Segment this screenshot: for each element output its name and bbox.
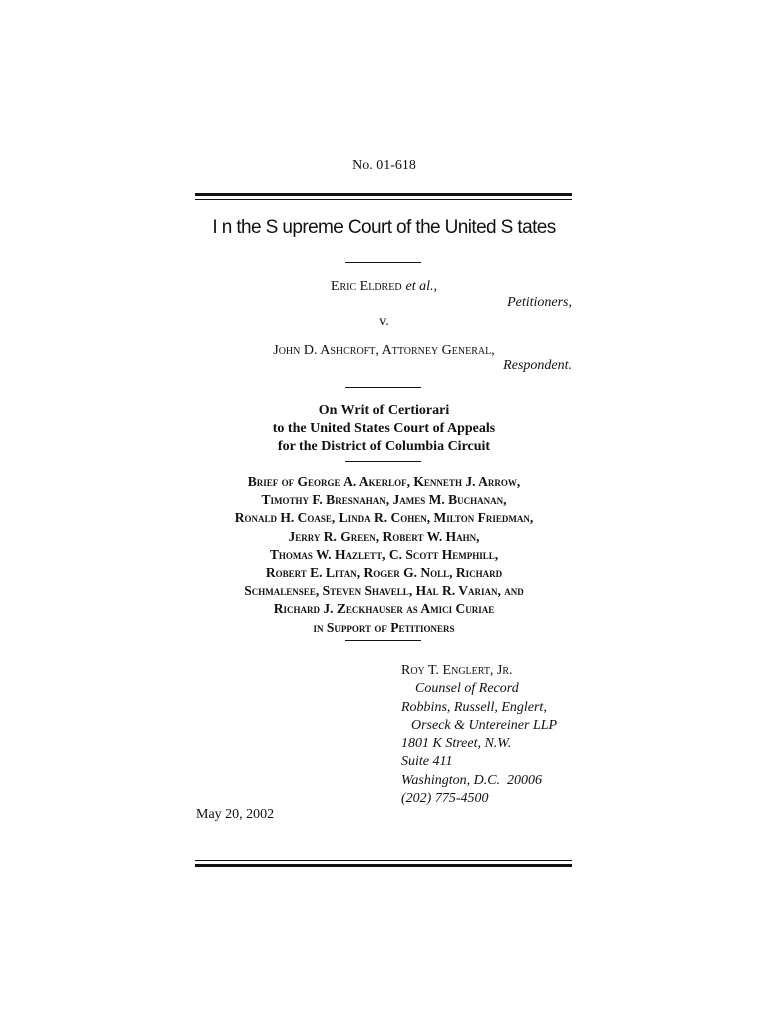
phone-line: (202) 775-4500 (401, 791, 489, 807)
brief-line: Timothy F. Bresnahan, James M. Buchanan, (261, 492, 507, 508)
writ-line: to the United States Court of Appeals (272, 421, 496, 436)
counsel-name: Roy T. Englert, Jr. (401, 663, 513, 678)
divider-short (345, 262, 421, 263)
respondent-name: John D. Ashcroft, Attorney General, (273, 343, 495, 358)
bottom-rule-thick (195, 864, 572, 867)
filing-date: May 20, 2002 (196, 807, 275, 822)
bottom-rule-thin (195, 860, 572, 861)
petitioner-role: Petitioners, (507, 295, 572, 310)
brief-line: Richard J. Zeckhauser as Amici Curiae (273, 601, 495, 617)
counsel-title: Counsel of Record (415, 681, 519, 697)
city-line: Washington, D.C. 20006 (401, 772, 543, 788)
firm-line: Robbins, Russell, Englert, (401, 699, 547, 715)
versus: v. (379, 314, 389, 329)
brief-title (0, 473, 768, 637)
top-rule-thin (195, 199, 572, 200)
counsel-block (401, 662, 557, 808)
respondent-role: Respondent. (503, 358, 572, 373)
petitioner-name: Eric Eldred (330, 279, 402, 294)
top-rule-thick (195, 193, 572, 196)
address-line: Suite 411 (401, 754, 453, 770)
brief-line: Brief of George A. Akerlof, Kenneth J. Arrow, (247, 474, 521, 489)
petitioner-suffix: et al., (405, 279, 438, 294)
writ-line: On Writ of Certiorari (318, 403, 450, 418)
docket-number: No. 01-618 (352, 158, 416, 173)
brief-line: Ronald H. Coase, Linda R. Cohen, Milton Friedman, (234, 510, 534, 526)
address-line: 1801 K Street, N.W. (401, 736, 512, 752)
court-title: I n the S upreme Court of the United S tates (212, 217, 556, 238)
divider-short (345, 640, 421, 641)
brief-line: Thomas W. Hazlett, C. Scott Hemphill, (269, 546, 499, 562)
divider-short (345, 387, 421, 388)
brief-line: Robert E. Litan, Roger G. Noll, Richard (265, 565, 503, 581)
writ-line: for the District of Columbia Circuit (277, 439, 491, 454)
brief-line: Jerry R. Green, Robert W. Hahn, (288, 528, 480, 544)
respondent-line (0, 341, 768, 359)
divider-short (345, 461, 421, 462)
firm-line: Orseck & Untereiner LLP (411, 717, 558, 733)
brief-line: Schmalensee, Steven Shavell, Hal R. Varian, and (244, 583, 524, 599)
writ-block (0, 402, 768, 456)
brief-line: in Support of Petitioners (313, 619, 455, 635)
petitioner-line (0, 277, 768, 295)
